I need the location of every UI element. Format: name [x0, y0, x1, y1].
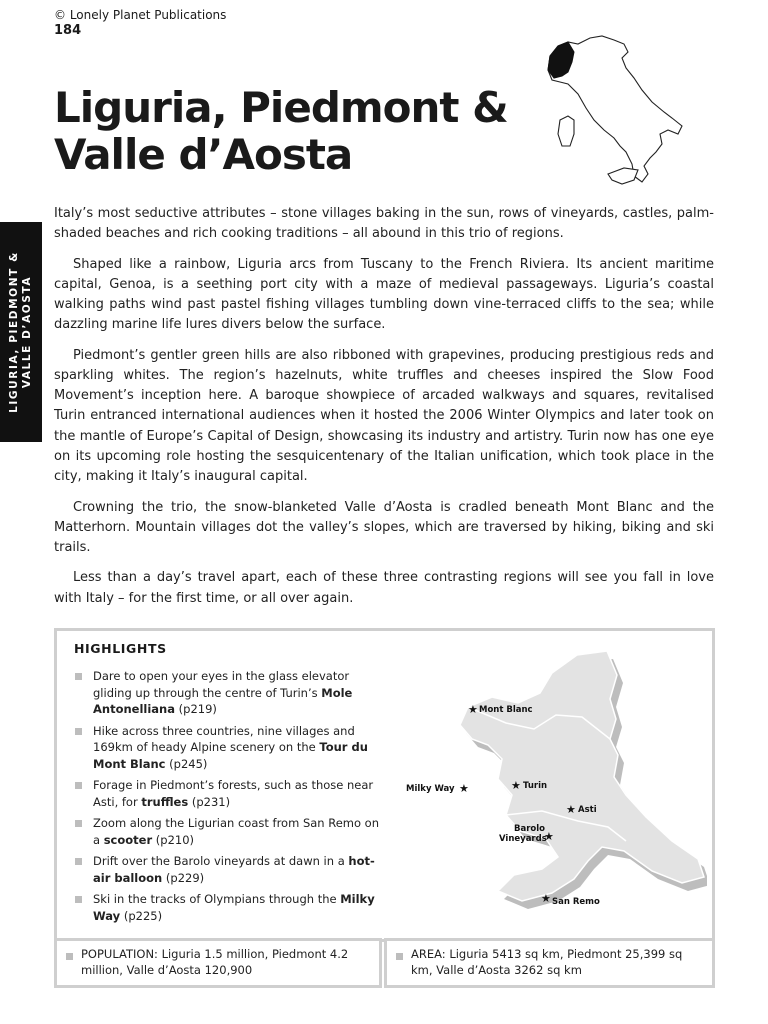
star-marker-icon: ★ [459, 782, 469, 795]
population-text: POPULATION: Liguria 1.5 million, Piedmont 4.2 million, Valle d’Aosta 120,900 [81, 947, 349, 977]
region-map-land [460, 651, 704, 901]
square-bullet-icon [75, 673, 82, 680]
italy-locator-map [538, 30, 688, 188]
chapter-title-line-1: Liguria, Piedmont & [54, 83, 508, 132]
highlights-box [54, 628, 715, 942]
highlight-item [73, 853, 388, 886]
highlight-text: Hike across three countries, nine villages and 169km of heady Alpine scenery on the [93, 723, 355, 754]
region-highlights-map [402, 645, 707, 925]
square-bullet-icon [75, 782, 82, 789]
population-box [54, 938, 382, 988]
square-bullet-icon [75, 728, 82, 735]
highlight-bold: truffles [141, 794, 189, 809]
star-marker-icon: ★ [566, 803, 576, 816]
highlight-text: Forage in Piedmont’s forests, such as those near Asti, for [93, 778, 374, 809]
highlight-item [73, 777, 388, 810]
highlight-page-ref: (p245) [165, 756, 208, 771]
star-marker-icon: ★ [544, 830, 554, 843]
map-label-barolo-1: Barolo [514, 824, 545, 834]
highlight-page-ref: (p219) [175, 702, 217, 716]
highlights-list [73, 668, 388, 929]
intro-text [54, 204, 714, 619]
highlight-item [73, 891, 388, 924]
highlight-item [73, 815, 388, 848]
highlight-bold: Mole Antonelliana [93, 685, 353, 716]
highlight-text: Drift over the Barolo vineyards at dawn in a [93, 854, 349, 868]
map-label-mont-blanc: Mont Blanc [479, 705, 533, 715]
square-bullet-icon [66, 953, 73, 960]
highlight-page-ref: (p231) [188, 794, 231, 809]
star-marker-icon: ★ [541, 892, 551, 905]
side-tab-line-1: LIGURIA, PIEDMONT & [8, 251, 20, 413]
highlight-item [73, 668, 388, 718]
intro-paragraph-3: Piedmont’s gentler green hills are also ribboned with grapevines, producing prestigious reds and sparkling whites. The region’s hazelnuts, white truffles and cheeses inspired the Slow Food Movement’s inception here. A baroque showpiece of arcaded walkways and squares, revitalised Turin entranced international audiences when it hosted the 2006 Winter Olympics and later took on the mantle of Europe’s Capital of Design, showcasing its industry and artistry. Turin now has one eye on its upcoming role hosting the sesquicentenary of the Italian unification, which took place in the city, making it Italy’s inaugural capital. [54, 347, 714, 485]
map-label-barolo-2: Vineyards [499, 834, 547, 844]
area-text: AREA: Liguria 5413 sq km, Piedmont 25,399 sq km, Valle d’Aosta 3262 sq km [411, 947, 683, 977]
area-box [384, 938, 715, 988]
highlight-page-ref: (p210) [152, 832, 195, 847]
square-bullet-icon [75, 896, 82, 903]
map-label-turin: Turin [523, 781, 548, 791]
map-label-asti: Asti [578, 805, 597, 815]
highlight-item [73, 723, 388, 773]
highlight-page-ref: (p225) [120, 908, 163, 923]
intro-paragraph-5: Less than a day’s travel apart, each of these three contrasting regions will see you fall in love with Italy – for the first time, or all over again. [54, 570, 714, 606]
sardinia-outline [558, 116, 574, 146]
chapter-title-line-2: Valle d’Aosta [54, 130, 353, 179]
highlight-bold: Tour du Mont Blanc [93, 740, 368, 771]
sicily-outline [608, 168, 638, 184]
highlights-title: HIGHLIGHTS [74, 641, 167, 656]
highlight-page-ref: (p229) [162, 870, 205, 885]
side-tab-label [8, 251, 34, 413]
highlight-text: Ski in the tracks of Olympians through the [93, 892, 341, 906]
star-marker-icon: ★ [511, 779, 521, 792]
page-number: 184 [54, 23, 82, 38]
highlight-text: Dare to open your eyes in the glass elevator gliding up through the centre of Turin’s [93, 669, 350, 700]
intro-paragraph-1: Italy’s most seductive attributes – stone villages baking in the sun, rows of vineyards, castles, palm-shaded beaches and rich cooking traditions – all abound in this trio of regions. [54, 206, 714, 242]
square-bullet-icon [75, 820, 82, 827]
intro-paragraph-2: Shaped like a rainbow, Liguria arcs from Tuscany to the French Riviera. Its ancient maritime capital, Genoa, is a seething port city with a maze of medieval passageways. Liguria’s coastal walking paths wind past pastel fishing villages tumbling down vine-terraced cliffs to the sea; while dazzling marine life lures divers below the surface. [54, 256, 714, 333]
square-bullet-icon [75, 858, 82, 865]
star-marker-icon: ★ [468, 703, 478, 716]
publisher-credit: © Lonely Planet Publications [54, 8, 227, 22]
chapter-title [54, 84, 524, 178]
side-tab-line-2: VALLE D’AOSTA [21, 275, 33, 389]
highlight-bold: Milky Way [93, 892, 375, 923]
highlight-bold: hot-air balloon [93, 854, 375, 885]
chapter-side-tab [0, 222, 42, 442]
map-label-san-remo: San Remo [552, 897, 600, 907]
map-label-milky-way: Milky Way [406, 784, 455, 794]
square-bullet-icon [396, 953, 403, 960]
highlight-text: Zoom along the Ligurian coast from San Remo on a [93, 816, 380, 847]
intro-paragraph-4: Crowning the trio, the snow-blanketed Valle d’Aosta is cradled beneath Mont Blanc and the Matterhorn. Mountain villages dot the valley’s slopes, which are traversed by hiking, biking and ski trails. [54, 499, 714, 555]
highlight-bold: scooter [103, 832, 153, 847]
